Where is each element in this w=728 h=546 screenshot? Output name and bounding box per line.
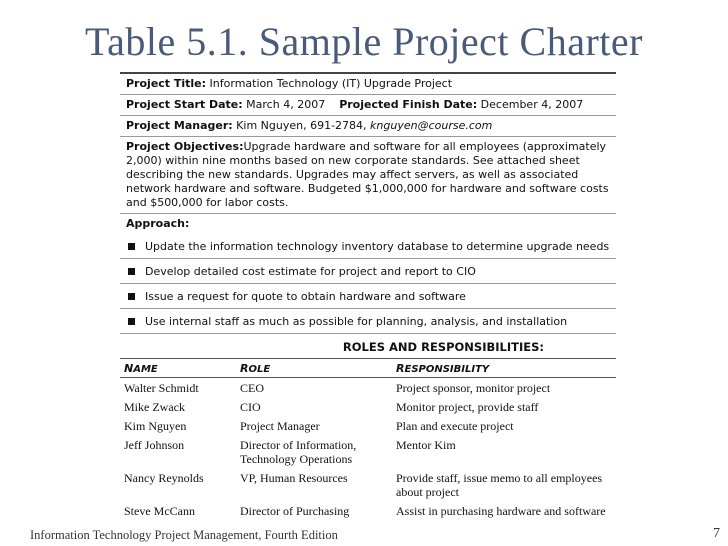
cell-role: CEO — [240, 381, 264, 395]
cell-name: Jeff Johnson — [124, 438, 185, 452]
roles-header-row — [120, 359, 616, 378]
cell-responsibility: Monitor project, provide staff — [396, 400, 539, 414]
cell-responsibility: Project sponsor, monitor project — [396, 381, 551, 395]
project-title-label: Project Title: — [126, 77, 207, 90]
objectives-row — [120, 137, 616, 214]
finish-date-value: December 4, 2007 — [480, 98, 584, 111]
manager-email: knguyen@course.com — [370, 119, 493, 132]
cell-name: Kim Nguyen — [124, 419, 187, 433]
table-row — [120, 378, 616, 397]
cell-role: Director of Information, Technology Operations — [240, 438, 357, 466]
approach-heading — [120, 214, 616, 234]
project-title-row — [120, 72, 616, 95]
approach-text: Update the information technology inventory database to determine upgrade needs — [145, 240, 610, 253]
table-row — [120, 435, 616, 468]
square-bullet-icon — [128, 293, 135, 300]
cell-name: Nancy Reynolds — [124, 471, 204, 485]
page-number: 7 — [713, 526, 720, 541]
cell-name: Steve McCann — [124, 504, 195, 518]
col-role-header: ROLE — [240, 362, 271, 375]
table-row — [120, 501, 616, 520]
cell-role: VP, Human Resources — [240, 471, 348, 485]
roles-heading: ROLES AND RESPONSIBILITIES: — [342, 340, 544, 354]
approach-item — [120, 284, 616, 309]
footer-text: Information Technology Project Management, Fourth Edition — [30, 528, 338, 542]
start-date-value: March 4, 2007 — [246, 98, 326, 111]
approach-item — [120, 309, 616, 334]
approach-text: Develop detailed cost estimate for project and report to CIO — [145, 265, 476, 278]
cell-name: Mike Zwack — [124, 400, 185, 414]
cell-role: Director of Purchasing — [240, 504, 350, 518]
project-charter — [120, 72, 616, 334]
approach-item — [120, 234, 616, 259]
col-name-header: NAME — [124, 362, 158, 375]
square-bullet-icon — [128, 318, 135, 325]
start-date-label: Project Start Date: — [126, 98, 243, 111]
square-bullet-icon — [128, 243, 135, 250]
col-responsibility-header: RESPONSIBILITY — [396, 362, 490, 375]
manager-label: Project Manager: — [126, 119, 233, 132]
approach-text: Use internal staff as much as possible for planning, analysis, and installation — [145, 315, 568, 328]
cell-responsibility: Plan and execute project — [396, 419, 514, 433]
table-row — [120, 397, 616, 416]
approach-text: Issue a request for quote to obtain hardware and software — [145, 290, 466, 303]
objectives-label: Project Objectives: — [126, 140, 244, 153]
roles-section — [120, 340, 616, 520]
cell-responsibility: Provide staff, issue memo to all employees about project — [396, 471, 603, 499]
square-bullet-icon — [128, 268, 135, 275]
roles-table — [120, 358, 616, 520]
finish-date-label: Projected Finish Date: — [339, 98, 478, 111]
project-manager-row — [120, 116, 616, 137]
slide-title: Table 5.1. Sample Project Charter — [85, 19, 643, 64]
project-dates-row — [120, 95, 616, 116]
objectives-text: Upgrade hardware and software for all employees (approximately 2,000) within nine months based on new corporate standards. See attached sheet describing the new standards. Upgrades may affect servers, as well as associated network hardware and software. Budgeted $1,000,000 for hardware and software costs and $500,000 for labor costs. — [126, 140, 609, 209]
table-row — [120, 416, 616, 435]
cell-responsibility: Assist in purchasing hardware and software — [396, 504, 606, 518]
table-row — [120, 468, 616, 501]
cell-role: CIO — [240, 400, 261, 414]
approach-item — [120, 259, 616, 284]
cell-responsibility: Mentor Kim — [396, 438, 456, 452]
approach-label: Approach: — [126, 217, 190, 230]
cell-role: Project Manager — [240, 419, 320, 433]
manager-value: Kim Nguyen, 691-2784, — [236, 119, 371, 132]
cell-name: Walter Schmidt — [124, 381, 199, 395]
project-title-value: Information Technology (IT) Upgrade Project — [209, 77, 453, 90]
